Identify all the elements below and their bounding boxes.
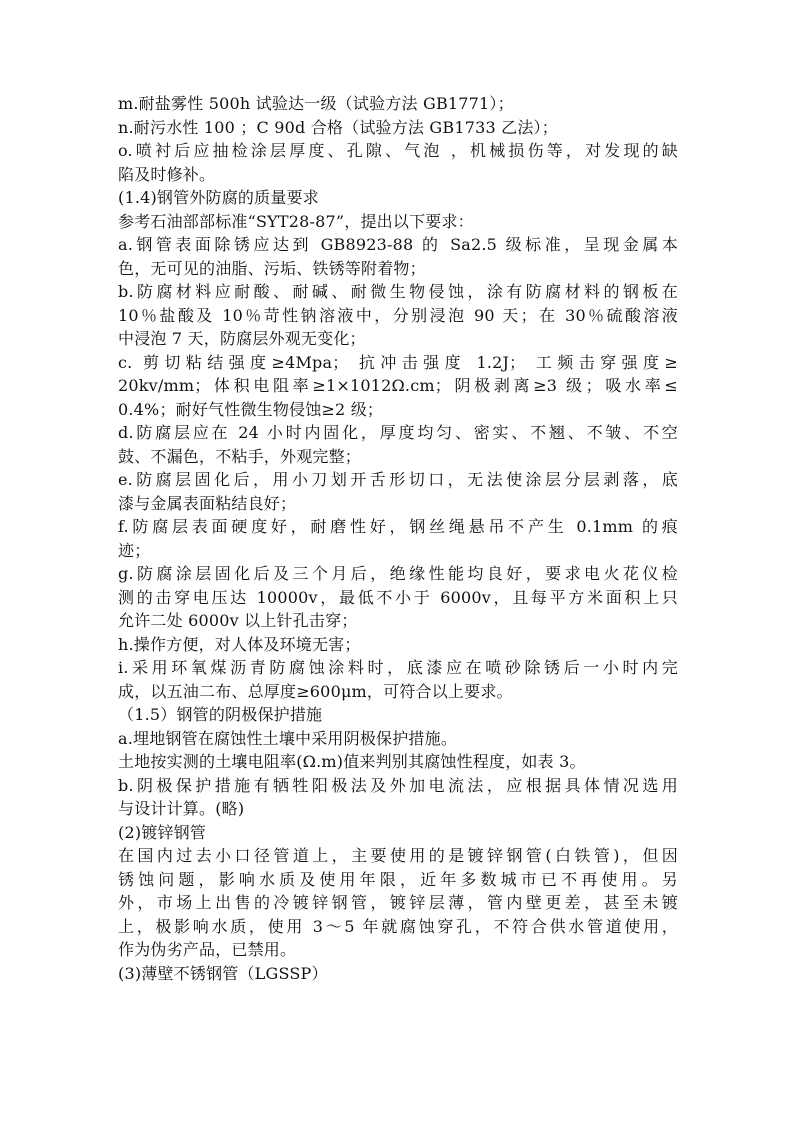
text-line: 0.4%；耐好气性微生物侵蚀≥2 级；	[118, 399, 384, 419]
text-line: i.采用环氧煤沥青防腐蚀涂料时，底漆应在喷砂除锈后一小时内完	[118, 658, 678, 677]
text-line: n.耐污水性 100 ；C 90d 合格（试验方法 GB1733 乙法）；	[118, 117, 558, 137]
text-line: 迹；	[118, 540, 151, 560]
text-line: 漆与金属表面粘结良好；	[118, 493, 297, 513]
text-line: 测的击穿电压达 10000v，最低不小于 6000v，且每平方米面积上只	[118, 587, 678, 607]
text-line: (1.4)钢管外防腐的质量要求	[118, 188, 319, 207]
text-line: 鼓、不漏色，不粘手，外观完整；	[118, 446, 362, 466]
text-line: f.防腐层表面硬度好，耐磨性好，钢丝绳悬吊不产生 0.1mm 的痕	[118, 517, 678, 536]
text-line: 上，极影响水质，使用 3～5 年就腐蚀穿孔，不符合供水管道使用，	[118, 916, 678, 936]
text-line: a.钢管表面除锈应达到 GB8923-88 的 Sa2.5 级标准，呈现金属本	[118, 235, 678, 254]
text-line: 成，以五油二布、总厚度≥600μm，可符合以上要求。	[118, 681, 513, 701]
text-line: o.喷衬后应抽检涂层厚度、孔隙、气泡 ，机械损伤等，对发现的缺	[118, 141, 678, 160]
text-line: 陷及时修补。	[118, 164, 216, 184]
text-line: b.防腐材料应耐酸、耐碱、耐微生物侵蚀，涂有防腐材料的钢板在	[118, 282, 678, 301]
text-line: 与设计计算。(略)	[118, 799, 245, 818]
text-line: 在国内过去小口径管道上，主要使用的是镀锌钢管(白铁管)，但因	[118, 846, 678, 865]
text-line: 中浸泡 7 天，防腐层外观无变化；	[118, 329, 366, 348]
text-line: 作为伪劣产品，已禁用。	[118, 940, 297, 959]
text-line: (3)薄壁不锈钢管（LGSSP）	[118, 963, 328, 983]
text-line: 土地按实测的土壤电阻率(Ω.m)值来判别其腐蚀性程度，如表 3。	[118, 752, 586, 771]
text-line: 20kv/mm；体积电阻率≥1×1012Ω.cm；阴极剥离≥3 级；吸水率≤	[118, 376, 678, 395]
text-line: h.操作方便，对人体及环境无害；	[118, 634, 361, 654]
text-line: 参考石油部部标准“SYT28-87”，提出以下要求：	[118, 211, 474, 231]
text-line: (2)镀锌钢管	[118, 822, 207, 842]
text-line: （1.5）钢管的阴极保护措施	[118, 705, 323, 724]
text-line: a.埋地钢管在腐蚀性土壤中采用阴极保护措施。	[118, 728, 458, 748]
text-line: d.防腐层应在 24 小时内固化，厚度均匀、密实、不翘、不皱、不空	[118, 423, 678, 442]
text-line: 10％盐酸及 10％苛性钠溶液中，分别浸泡 90 天；在 30％硫酸溶液	[118, 305, 678, 325]
document-body	[118, 92, 678, 985]
text-line: c. 剪切粘结强度≥4Mpa； 抗冲击强度 1.2J； 工频击穿强度≥	[118, 352, 678, 372]
text-line: b.阴极保护措施有牺牲阳极法及外加电流法，应根据具体情况选用	[118, 775, 678, 795]
text-line: e.防腐层固化后，用小刀划开舌形切口，无法使涂层分层剥落，底	[118, 470, 678, 489]
text-line: 允许二处 6000v 以上针孔击穿；	[118, 611, 358, 630]
text-line: m.耐盐雾性 500h 试验达一级（试验方法 GB1771）；	[118, 94, 514, 113]
text-line: 外，市场上出售的冷镀锌钢管，镀锌层薄，管内壁更差，甚至未镀	[118, 893, 678, 912]
text-line: 锈蚀问题，影响水质及使用年限，近年多数城市已不再使用。另	[118, 869, 678, 889]
text-line: 色，无可见的油脂、污垢、铁锈等附着物；	[118, 258, 426, 278]
text-line: g.防腐涂层固化后及三个月后，绝缘性能均良好，要求电火花仪检	[118, 564, 678, 583]
